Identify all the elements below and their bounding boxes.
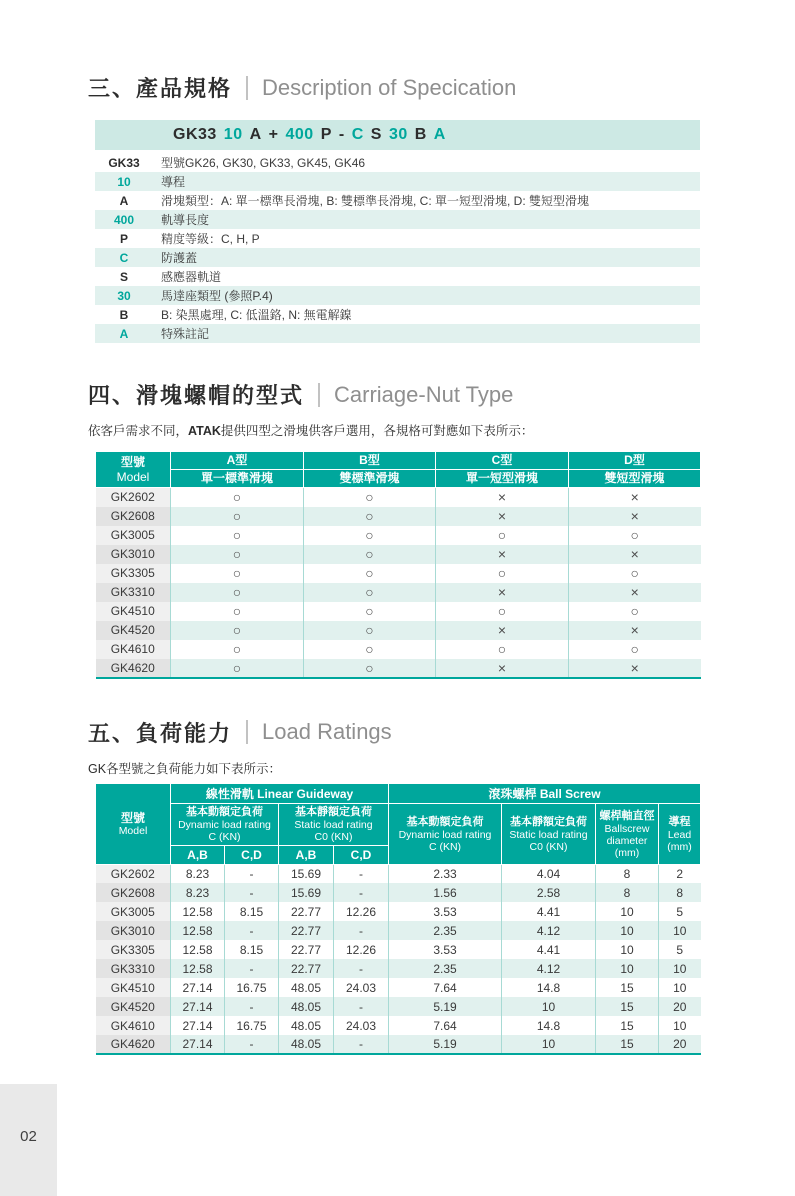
carriage-nut-table-header <box>96 452 701 488</box>
intro-text: 依客戶需求不同， <box>88 424 189 438</box>
model-code-band <box>95 120 700 150</box>
group-header-linear-guideway: 線性滑軌 Linear Guideway <box>171 783 389 803</box>
value-cell: 22.77 <box>279 959 334 978</box>
code-part: 10 <box>223 126 243 143</box>
value-cell: 8.15 <box>225 902 279 921</box>
table-row <box>96 959 701 978</box>
model-header-en: Model <box>118 824 148 837</box>
spec-row <box>95 248 700 267</box>
header-en: Lead <box>667 828 692 841</box>
model-cell: GK3310 <box>96 959 171 978</box>
value-cell: 10 <box>596 902 659 921</box>
load-ratings-table-header <box>96 783 701 864</box>
header-zh: 基本動額定負荷 <box>186 806 263 818</box>
model-cell: GK3305 <box>96 564 171 583</box>
value-cell: - <box>334 864 389 883</box>
column-header-static-bs <box>502 803 596 864</box>
spec-row <box>95 267 700 286</box>
value-cell: 12.58 <box>171 959 225 978</box>
mark-cell: × <box>569 659 701 678</box>
mark-cell: ○ <box>171 564 304 583</box>
table-row <box>96 902 701 921</box>
header-unit: C (KN) <box>208 831 241 843</box>
spec-code: 10 <box>117 174 131 189</box>
value-cell: 4.12 <box>502 959 596 978</box>
model-cell: GK3010 <box>96 545 171 564</box>
code-part: C <box>351 126 364 143</box>
code-part: A <box>249 126 262 143</box>
model-cell: GK3005 <box>96 526 171 545</box>
subcolumn-header: A,B <box>171 845 225 864</box>
spec-row <box>95 324 700 343</box>
header-en: Ballscrew <box>604 822 650 835</box>
value-cell: 15 <box>596 1035 659 1054</box>
header-unit: (mm) <box>614 846 640 859</box>
value-cell: 22.77 <box>279 902 334 921</box>
spec-row <box>95 153 700 172</box>
mark-cell: ○ <box>304 545 436 564</box>
header-en: Dynamic load rating <box>178 819 271 831</box>
value-cell: 24.03 <box>334 978 389 997</box>
spec-code: C <box>119 250 129 265</box>
mark-cell: ○ <box>304 507 436 526</box>
value-cell: 20 <box>659 997 701 1016</box>
model-cell: GK4610 <box>96 1016 171 1035</box>
value-cell: 4.12 <box>502 921 596 940</box>
value-cell: 5.19 <box>389 1035 502 1054</box>
carriage-nut-table <box>95 451 701 679</box>
mark-cell: ○ <box>171 545 304 564</box>
spec-row <box>95 172 700 191</box>
column-header-dynamic-lg <box>171 803 279 845</box>
mark-cell: ○ <box>304 602 436 621</box>
value-cell: 2.35 <box>389 921 502 940</box>
value-cell: 27.14 <box>171 1035 225 1054</box>
section5-title <box>88 717 795 748</box>
header-zh: 螺桿軸直徑 <box>599 809 655 822</box>
value-cell: 14.8 <box>502 978 596 997</box>
model-cell: GK4520 <box>96 997 171 1016</box>
value-cell: 14.8 <box>502 1016 596 1035</box>
value-cell: 10 <box>596 940 659 959</box>
value-cell: 2.35 <box>389 959 502 978</box>
column-header-dynamic-bs <box>389 803 502 864</box>
header-zh: 基本靜額定負荷 <box>295 806 372 818</box>
column-subheader-type-d: 雙短型滑塊 <box>569 470 701 488</box>
mark-cell: × <box>569 545 701 564</box>
value-cell: 48.05 <box>279 1016 334 1035</box>
spec-row <box>95 229 700 248</box>
mark-cell: ○ <box>569 640 701 659</box>
mark-cell: × <box>569 621 701 640</box>
model-cell: GK3310 <box>96 583 171 602</box>
spec-code: P <box>119 231 128 246</box>
column-header-static-lg <box>279 803 389 845</box>
mark-cell: ○ <box>171 621 304 640</box>
value-cell: 7.64 <box>389 1016 502 1035</box>
value-cell: 12.58 <box>171 940 225 959</box>
model-header-zh: 型號 <box>120 810 145 825</box>
table-row <box>96 507 701 526</box>
column-header-lead <box>659 803 701 864</box>
mark-cell: ○ <box>304 659 436 678</box>
spec-legend-list <box>95 153 700 343</box>
mark-cell: ○ <box>569 602 701 621</box>
mark-cell: ○ <box>436 640 569 659</box>
column-header-type-d: D型 <box>569 452 701 470</box>
header-unit: C0 (KN) <box>314 831 353 843</box>
value-cell: 10 <box>502 997 596 1016</box>
value-cell: 15 <box>596 1016 659 1035</box>
column-header-model <box>96 783 171 864</box>
header-en: diameter <box>606 834 648 847</box>
mark-cell: ○ <box>304 583 436 602</box>
value-cell: 22.77 <box>279 921 334 940</box>
section3-title <box>88 72 795 103</box>
section5-title-zh: 五、負荷能力 <box>88 720 233 746</box>
spec-desc: 馬達座類型 (參照P.4) <box>161 289 273 303</box>
spec-code: S <box>119 269 128 284</box>
value-cell: 12.58 <box>171 902 225 921</box>
table-row <box>96 621 701 640</box>
title-separator <box>246 76 248 100</box>
mark-cell: ○ <box>304 621 436 640</box>
value-cell: 15.69 <box>279 883 334 902</box>
subcolumn-header: A,B <box>279 845 334 864</box>
code-part: B <box>414 126 427 143</box>
code-part: GK33 <box>173 126 217 143</box>
value-cell: 27.14 <box>171 997 225 1016</box>
value-cell: 15.69 <box>279 864 334 883</box>
value-cell: 4.41 <box>502 940 596 959</box>
mark-cell: ○ <box>569 564 701 583</box>
spec-row <box>95 210 700 229</box>
value-cell: 8.23 <box>171 864 225 883</box>
page-number: 02 <box>20 1128 37 1145</box>
intro-text: 提供四型之滑塊供客戶選用，各規格可對應如下表所示： <box>220 424 534 438</box>
model-cell: GK2602 <box>96 488 171 507</box>
mark-cell: ○ <box>436 526 569 545</box>
table-row <box>96 602 701 621</box>
spec-desc: 導程 <box>161 175 186 189</box>
mark-cell: ○ <box>171 602 304 621</box>
mark-cell: ○ <box>171 659 304 678</box>
model-cell: GK4520 <box>96 621 171 640</box>
mark-cell: × <box>436 507 569 526</box>
model-cell: GK3005 <box>96 902 171 921</box>
spec-desc: B: 染黑處理, C: 低溫鉻, N: 無電解鎳 <box>161 308 352 322</box>
header-unit: (mm) <box>667 840 692 853</box>
subcolumn-header: C,D <box>334 845 389 864</box>
table-row <box>96 526 701 545</box>
spec-row <box>95 191 700 210</box>
header-zh: 導程 <box>668 815 691 828</box>
column-header-type-c: C型 <box>436 452 569 470</box>
value-cell: 15 <box>596 978 659 997</box>
section3-title-en: Description of Specication <box>262 74 517 100</box>
spec-code: B <box>119 307 129 322</box>
table-row <box>96 1035 701 1054</box>
section4-title <box>88 379 795 410</box>
value-cell: 8.15 <box>225 940 279 959</box>
section3-title-zh: 三、產品規格 <box>88 76 233 101</box>
mark-cell: ○ <box>304 564 436 583</box>
mark-cell: ○ <box>171 488 304 507</box>
value-cell: 48.05 <box>279 1035 334 1054</box>
value-cell: 8 <box>596 864 659 883</box>
mark-cell: ○ <box>436 564 569 583</box>
mark-cell: × <box>569 583 701 602</box>
table-row <box>96 864 701 883</box>
header-en: Static load rating <box>294 819 373 831</box>
value-cell: 12.26 <box>334 940 389 959</box>
model-header-en: Model <box>116 469 150 484</box>
mark-cell: ○ <box>436 602 569 621</box>
value-cell: - <box>334 997 389 1016</box>
header-unit: C (KN) <box>428 840 462 853</box>
model-cell: GK2608 <box>96 507 171 526</box>
value-cell: - <box>225 1035 279 1054</box>
value-cell: - <box>334 921 389 940</box>
spec-row <box>95 305 700 324</box>
value-cell: 16.75 <box>225 978 279 997</box>
spec-desc: 精度等級：C, H, P <box>161 232 260 246</box>
spec-desc: 滑塊類型：A: 單一標準長滑塊, B: 雙標準長滑塊, C: 單一短型滑塊, D: 雙短型滑塊 <box>161 194 590 208</box>
table-row <box>96 921 701 940</box>
table-row <box>96 640 701 659</box>
value-cell: - <box>334 1035 389 1054</box>
mark-cell: × <box>436 545 569 564</box>
column-header-type-b: B型 <box>304 452 436 470</box>
mark-cell: ○ <box>304 640 436 659</box>
table-row <box>96 883 701 902</box>
value-cell: 20 <box>659 1035 701 1054</box>
value-cell: 12.58 <box>171 921 225 940</box>
table-row <box>96 545 701 564</box>
section5-intro <box>88 759 795 777</box>
mark-cell: × <box>569 507 701 526</box>
value-cell: 10 <box>659 978 701 997</box>
model-cell: GK4610 <box>96 640 171 659</box>
value-cell: - <box>334 883 389 902</box>
value-cell: 24.03 <box>334 1016 389 1035</box>
intro-text: GK各型號之負荷能力如下表所示： <box>88 761 282 776</box>
table-row <box>96 659 701 678</box>
value-cell: 3.53 <box>389 940 502 959</box>
mark-cell: ○ <box>171 640 304 659</box>
section4-title-en: Carriage-Nut Type <box>334 381 514 407</box>
mark-cell: ○ <box>304 488 436 507</box>
value-cell: - <box>225 864 279 883</box>
model-cell: GK4510 <box>96 978 171 997</box>
header-zh: 基本動額定負荷 <box>406 815 484 828</box>
value-cell: 4.41 <box>502 902 596 921</box>
value-cell: 12.26 <box>334 902 389 921</box>
table-row <box>96 997 701 1016</box>
model-cell: GK2602 <box>96 864 171 883</box>
value-cell: - <box>225 921 279 940</box>
spec-desc: 防護蓋 <box>161 251 198 265</box>
code-part: - <box>338 126 345 143</box>
value-cell: 3.53 <box>389 902 502 921</box>
header-zh: 基本靜額定負荷 <box>510 815 587 828</box>
value-cell: 8 <box>659 883 701 902</box>
mark-cell: ○ <box>171 507 304 526</box>
column-subheader-type-b: 雙標準滑塊 <box>304 470 436 488</box>
table-row <box>96 583 701 602</box>
value-cell: 8 <box>596 883 659 902</box>
spec-desc: 型號GK26, GK30, GK33, GK45, GK46 <box>161 156 366 170</box>
mark-cell: × <box>436 621 569 640</box>
title-separator <box>246 720 248 744</box>
column-subheader-type-c: 單一短型滑塊 <box>436 470 569 488</box>
brand-name: ATAK <box>188 424 221 438</box>
mark-cell: ○ <box>304 526 436 545</box>
catalog-page <box>0 72 795 1145</box>
mark-cell: × <box>569 488 701 507</box>
code-part: P <box>320 126 332 143</box>
value-cell: 10 <box>502 1035 596 1054</box>
value-cell: 5.19 <box>389 997 502 1016</box>
value-cell: - <box>225 997 279 1016</box>
header-unit: C0 (KN) <box>529 840 568 853</box>
value-cell: 2.58 <box>502 883 596 902</box>
table-row <box>96 564 701 583</box>
table-row <box>96 978 701 997</box>
value-cell: 10 <box>596 959 659 978</box>
table-row <box>96 1016 701 1035</box>
table-row <box>96 940 701 959</box>
value-cell: 16.75 <box>225 1016 279 1035</box>
value-cell: - <box>225 959 279 978</box>
mark-cell: ○ <box>569 526 701 545</box>
value-cell: 2.33 <box>389 864 502 883</box>
value-cell: 48.05 <box>279 997 334 1016</box>
table-row <box>96 488 701 507</box>
column-header-model <box>96 452 171 488</box>
model-cell: GK3305 <box>96 940 171 959</box>
column-subheader-type-a: 單一標準滑塊 <box>171 470 304 488</box>
code-part: + <box>268 126 279 143</box>
value-cell: 10 <box>659 921 701 940</box>
column-header-ballscrew-diameter <box>596 803 659 864</box>
value-cell: 27.14 <box>171 1016 225 1035</box>
spec-desc: 特殊註記 <box>161 327 210 341</box>
value-cell: 5 <box>659 940 701 959</box>
subcolumn-header: C,D <box>225 845 279 864</box>
code-part: S <box>370 126 382 143</box>
spec-code: 400 <box>113 212 135 227</box>
value-cell: - <box>334 959 389 978</box>
model-cell: GK2608 <box>96 883 171 902</box>
value-cell: - <box>225 883 279 902</box>
value-cell: 5 <box>659 902 701 921</box>
value-cell: 10 <box>659 1016 701 1035</box>
value-cell: 10 <box>596 921 659 940</box>
code-part: A <box>433 126 446 143</box>
value-cell: 48.05 <box>279 978 334 997</box>
spec-code: 30 <box>117 288 131 303</box>
model-cell: GK3010 <box>96 921 171 940</box>
title-separator <box>318 383 320 407</box>
section4-intro <box>88 421 795 439</box>
value-cell: 27.14 <box>171 978 225 997</box>
mark-cell: × <box>436 659 569 678</box>
column-header-type-a: A型 <box>171 452 304 470</box>
value-cell: 10 <box>659 959 701 978</box>
model-cell: GK4620 <box>96 1035 171 1054</box>
code-part: 30 <box>388 126 408 143</box>
code-part: 400 <box>285 126 314 143</box>
mark-cell: × <box>436 488 569 507</box>
spec-row <box>95 286 700 305</box>
section5-title-en: Load Ratings <box>262 719 392 744</box>
spec-code: A <box>119 326 129 341</box>
value-cell: 1.56 <box>389 883 502 902</box>
load-ratings-table <box>95 783 701 1056</box>
model-cell: GK4620 <box>96 659 171 678</box>
header-en: Static load rating <box>509 828 588 841</box>
value-cell: 8.23 <box>171 883 225 902</box>
spec-desc: 軌導長度 <box>161 213 210 227</box>
value-cell: 15 <box>596 997 659 1016</box>
section4-title-zh: 四、滑塊螺帽的型式 <box>88 383 305 408</box>
value-cell: 22.77 <box>279 940 334 959</box>
model-header-zh: 型號 <box>120 454 145 469</box>
value-cell: 2 <box>659 864 701 883</box>
spec-desc: 感應器軌道 <box>161 270 222 284</box>
model-cell: GK4510 <box>96 602 171 621</box>
mark-cell: ○ <box>171 583 304 602</box>
page-number-tab <box>0 1084 57 1196</box>
value-cell: 7.64 <box>389 978 502 997</box>
spec-code: A <box>119 193 129 208</box>
header-en: Dynamic load rating <box>398 828 492 841</box>
value-cell: 4.04 <box>502 864 596 883</box>
group-header-ball-screw: 滾珠螺桿 Ball Screw <box>389 783 701 803</box>
mark-cell: × <box>436 583 569 602</box>
spec-code: GK33 <box>108 155 140 170</box>
mark-cell: ○ <box>171 526 304 545</box>
